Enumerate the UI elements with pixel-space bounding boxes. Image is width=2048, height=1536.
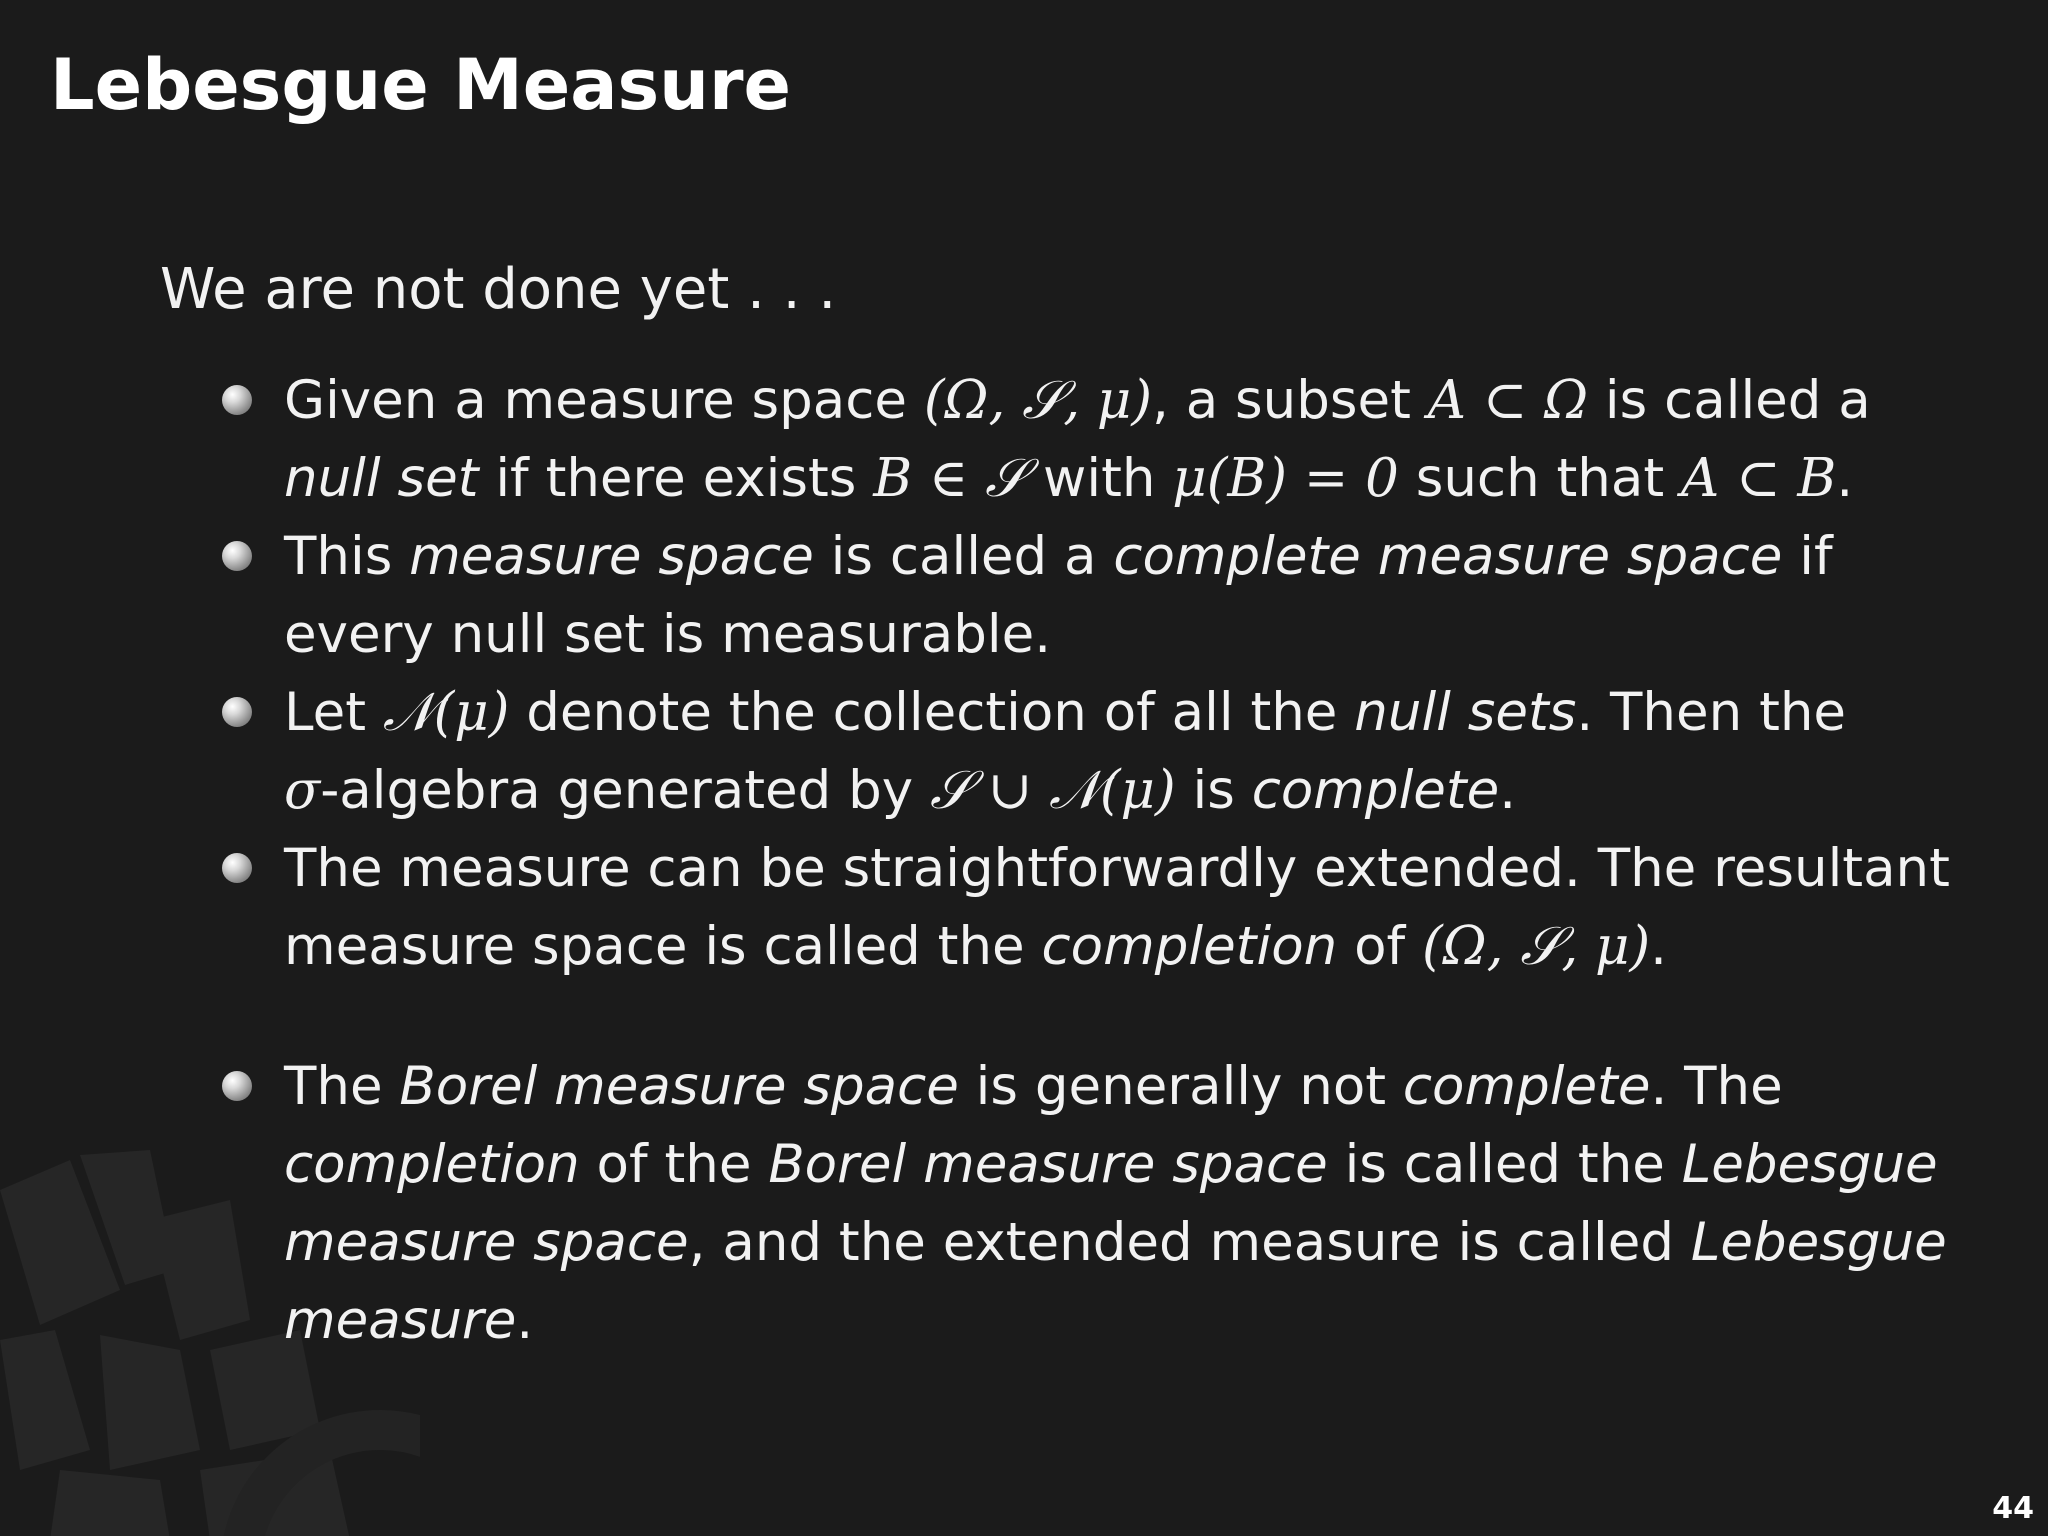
emphasized-term: Lebesgue	[1681, 1134, 1938, 1195]
math-expression: μ(B) = 0	[1172, 448, 1399, 509]
bullet-line	[284, 1282, 2004, 1360]
math-expression: 𝒮 ∪ 𝒩(μ)	[929, 760, 1176, 821]
bullet-line	[284, 596, 2004, 674]
bullet-line	[284, 908, 2004, 986]
emphasized-term: null sets	[1354, 682, 1577, 743]
intro-text: We are not done yet . . .	[160, 257, 837, 322]
emphasized-term: measure space	[284, 1212, 689, 1273]
bullet-line	[284, 674, 2004, 752]
text-segment: of	[1337, 916, 1422, 977]
text-segment: is called a	[813, 526, 1114, 587]
bullet-item	[284, 362, 2004, 518]
text-segment: Let	[284, 682, 383, 743]
text-segment: .	[1650, 916, 1668, 977]
slide-title: Lebesgue Measure	[50, 44, 791, 126]
math-expression: B ∈ 𝒮	[873, 448, 1027, 509]
bullet-list	[284, 362, 2004, 1360]
text-segment: . Then the	[1576, 682, 1847, 743]
bullet-item	[284, 518, 2004, 674]
bullet-marker-icon	[222, 853, 252, 883]
text-segment: , and the extended measure is called	[688, 1212, 1691, 1273]
bullet-line	[284, 518, 2004, 596]
emphasized-term: completion	[284, 1134, 580, 1195]
math-expression: A ⊂ B	[1680, 448, 1837, 509]
text-segment: with	[1026, 448, 1173, 509]
text-segment: measure space is called the	[284, 916, 1042, 977]
text-segment: such that	[1398, 448, 1681, 509]
text-segment: is called a	[1588, 370, 1871, 431]
text-segment: is called the	[1327, 1134, 1682, 1195]
text-segment: is	[1175, 760, 1252, 821]
emphasized-term: complete	[1402, 1056, 1651, 1117]
text-segment: Given a measure space	[284, 370, 924, 431]
text-segment: if there exists	[478, 448, 874, 509]
bullet-line	[284, 440, 2004, 518]
bullet-marker-icon	[222, 697, 252, 727]
bullet-marker-icon	[222, 541, 252, 571]
bullet-item	[284, 830, 2004, 986]
emphasized-term: null set	[284, 448, 479, 509]
emphasized-term: measure	[284, 1290, 517, 1351]
emphasized-term: complete measure space	[1113, 526, 1783, 587]
bullet-marker-icon	[222, 1071, 252, 1101]
bullet-line	[284, 752, 2004, 830]
bullet-line	[284, 830, 2004, 908]
text-segment: is generally not	[958, 1056, 1403, 1117]
bullet-item	[284, 1048, 2004, 1360]
text-segment: .	[1836, 448, 1854, 509]
math-expression: A ⊂ Ω	[1427, 370, 1589, 431]
math-expression: (Ω, 𝒮, μ)	[1422, 916, 1651, 977]
emphasized-term: Lebesgue	[1690, 1212, 1947, 1273]
math-expression: (Ω, 𝒮, μ)	[923, 370, 1153, 431]
text-segment: .	[1499, 760, 1517, 821]
text-segment: .	[516, 1290, 534, 1351]
bullet-line	[284, 1048, 2004, 1126]
text-segment: . The	[1650, 1056, 1783, 1117]
bullet-marker-icon	[222, 385, 252, 415]
emphasized-term: measure space	[409, 526, 814, 587]
bullet-line	[284, 362, 2004, 440]
emphasized-term: Borel measure space	[399, 1056, 959, 1117]
page-number: 44	[1992, 1491, 2034, 1526]
text-segment: The measure can be straightforwardly extended. The resultant	[284, 838, 1950, 899]
text-segment: -algebra generated by	[320, 760, 930, 821]
text-segment: denote the collection of all the	[509, 682, 1355, 743]
emphasized-term: Borel measure space	[768, 1134, 1328, 1195]
math-expression: 𝒩(μ)	[382, 682, 510, 743]
emphasized-term: completion	[1041, 916, 1338, 977]
emphasized-term: complete	[1251, 760, 1500, 821]
text-segment: if	[1782, 526, 1833, 587]
text-segment: , a subset	[1152, 370, 1428, 431]
text-segment: every null set is measurable.	[284, 604, 1052, 665]
bullet-line	[284, 1204, 2004, 1282]
bullet-item	[284, 674, 2004, 830]
bullet-line	[284, 1126, 2004, 1204]
text-segment: of the	[579, 1134, 769, 1195]
text-segment: The	[284, 1056, 400, 1117]
text-segment: This	[284, 526, 410, 587]
math-expression: σ	[284, 760, 321, 821]
